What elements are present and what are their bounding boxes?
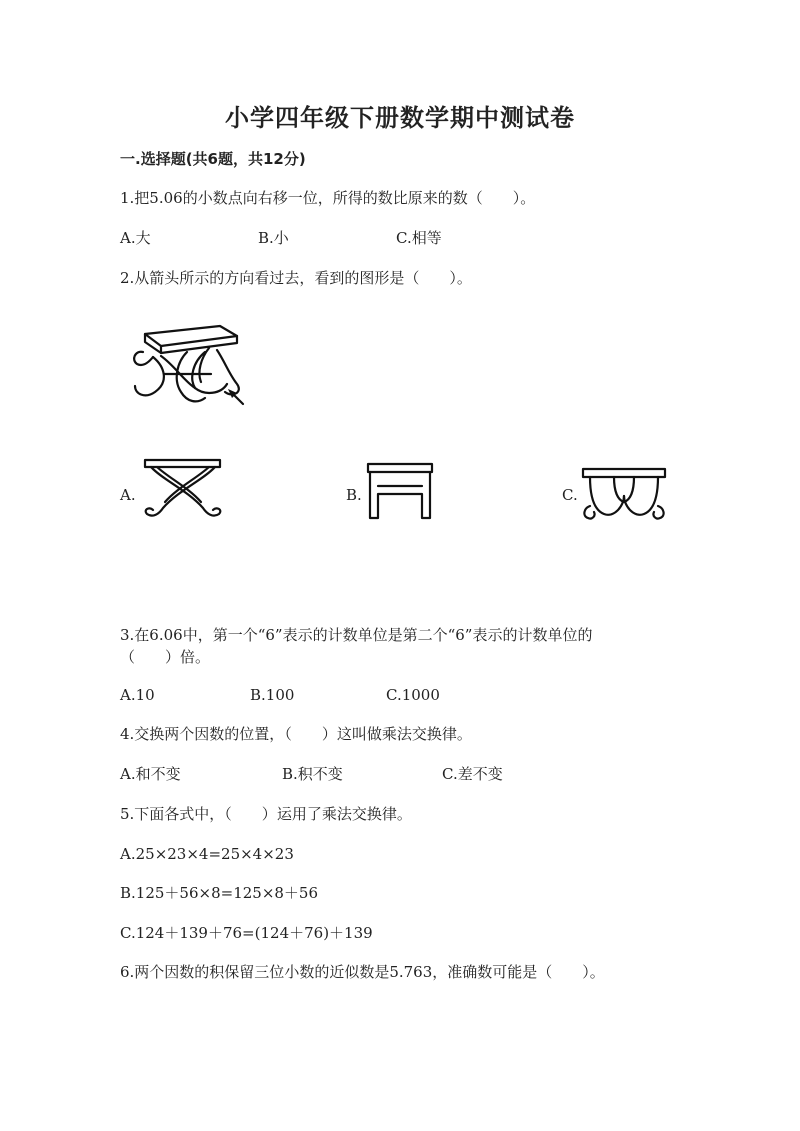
question-1-stem: 1.把5.06的小数点向右移一位，所得的数比原来的数（ ）。	[120, 189, 536, 207]
stool-view-c-image	[580, 466, 670, 522]
question-5-option-a: A.25×23×4=25×4×23	[120, 845, 294, 863]
stool-perspective-image	[125, 322, 250, 412]
question-6-stem: 6.两个因数的积保留三位小数的近似数是5.763，准确数可能是（ ）。	[120, 963, 605, 981]
question-1-option-b: B.小	[258, 229, 289, 247]
question-5-option-b: B.125＋56×8=125×8＋56	[120, 884, 319, 902]
question-4-stem: 4.交换两个因数的位置，（ ）这叫做乘法交换律。	[120, 725, 472, 743]
question-2-stem: 2.从箭头所示的方向看过去，看到的图形是（ ）。	[120, 269, 472, 287]
stool-view-a-image	[143, 458, 223, 520]
question-1-option-a: A.大	[120, 229, 151, 247]
question-4-option-b: B.积不变	[282, 765, 343, 783]
stool-view-b-image	[366, 462, 436, 522]
question-3-option-c: C.1000	[386, 686, 440, 704]
section-heading: 一.选择题(共6题，共12分)	[120, 150, 306, 168]
page-title: 小学四年级下册数学期中测试卷	[225, 104, 575, 132]
question-3-stem-line1: 3.在6.06中，第一个“6”表示的计数单位是第二个“6”表示的计数单位的	[120, 626, 593, 644]
question-3-option-b: B.100	[250, 686, 295, 704]
question-5-option-c: C.124＋139＋76=(124＋76)＋139	[120, 924, 373, 942]
question-1-option-c: C.相等	[396, 229, 442, 247]
question-3-option-a: A.10	[120, 686, 155, 704]
question-4-option-c: C.差不变	[442, 765, 503, 783]
question-4-option-a: A.和不变	[120, 765, 181, 783]
question-2-option-a-label: A.	[120, 486, 136, 504]
question-5-stem: 5.下面各式中，（ ）运用了乘法交换律。	[120, 805, 412, 823]
question-2-option-c-label: C.	[562, 486, 578, 504]
question-3-stem-line2: （ ）倍。	[120, 648, 211, 666]
question-2-option-b-label: B.	[346, 486, 362, 504]
